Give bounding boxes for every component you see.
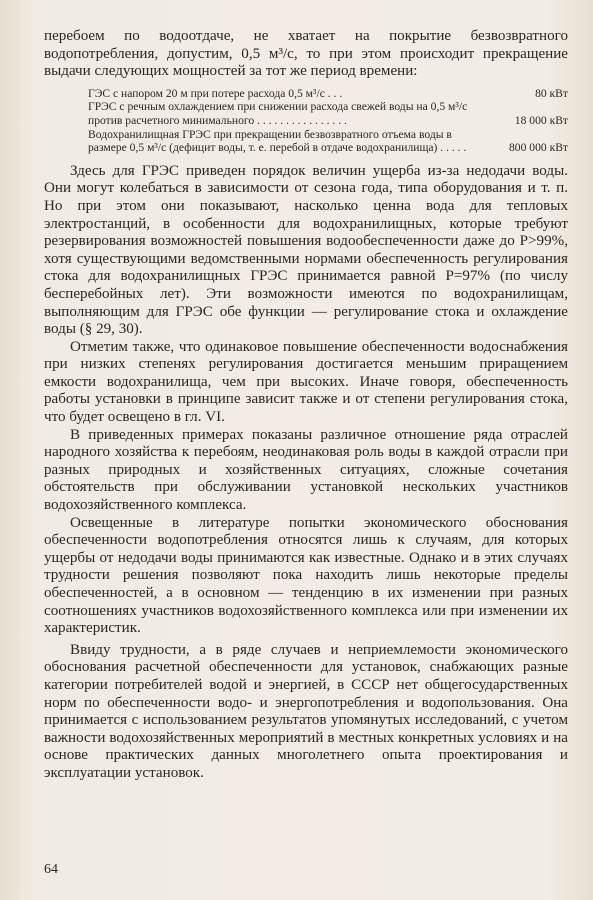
- row-value: 80 кВт: [535, 86, 568, 100]
- page-text: [44, 28, 568, 783]
- intro-paragraph: перебоем по водоотдаче, не хватает на покрытие безвозвратного водопотребления, допустим, 0,5 м³/с, то при этом происходит прекращение выдачи следующих мощностей за тот же период времени:: [44, 28, 568, 80]
- row-description: ГРЭС с речным охлаждением при снижении расхода свежей воды на 0,5 м³/с против расчетного минимального . . . . . . . . . . . . . . . .: [88, 100, 468, 127]
- page-number: 64: [44, 862, 58, 877]
- row-description: Водохранилищная ГРЭС при прекращении безвозвратного отъема воды в размере 0,5 м³/с (дефицит воды, т. е. перебой в отдаче водохранилища) . . . . .: [88, 127, 467, 155]
- paragraph: Освещенные в литературе попытки экономического обоснования обеспеченности водопотребления относятся лишь к случаям, для которых ущербы от недодачи воды принимаются как известные. Однако и в этих случаях трудности решения позволяют пока находить лишь некоторые пределы обеспеченностей, а в основном — тенденцию в их изменении при разных соотношениях участников водохозяйственного комплекса или при изменении их характеристик.: [44, 514, 568, 637]
- table-row: [88, 87, 568, 101]
- paragraph: Отметим также, что одинаковое повышение обеспеченности водоснабжения при низких степенях регулирования достигается меньшим приращением емкости водохранилища, чем при высоких. Иначе говоря, обеспеченность работы установки в принципе зависит также и от степени регулирования стока, что будет освещено в гл. VI.: [44, 338, 568, 426]
- paragraph: В приведенных примерах показаны различное отношение ряда отраслей народного хозяйства к перебоям, неодинаковая роль воды в каждой отрасли при разных природных и хозяйственных ситуациях, сложные сочетания обстоятельств при обслуживании установкой нескольких участников водохозяйственного комплекса.: [44, 426, 568, 514]
- table-row: [88, 128, 568, 155]
- paragraph: Ввиду трудности, а в ряде случаев и неприемлемости экономического обоснования расчетной обеспеченности для установок, снабжающих разные категории потребителей водой и энергией, в СССР нет общегосударственных норм по обеспеченности водо- и энергопотребления и водопользования. Она принимается с использованием результатов упомянутых исследований, с учетом важности водохозяйственных мероприятий в местных конкретных условиях и на основе практических данных многолетнего опыта проектирования и эксплуатации установок.: [44, 641, 568, 781]
- row-description: ГЭС с напором 20 м при потере расхода 0,5 м³/с . . .: [88, 86, 343, 100]
- row-value: 800 000 кВт: [508, 141, 568, 155]
- paragraph: Здесь для ГРЭС приведен порядок величин ущерба из-за недодачи воды. Они могут колебаться в зависимости от сезона года, типа оборудования и т. п. Но при этом они показывают, насколько ценна вода для тепловых электростанций, в особенности для водохранилищных, которые требуют резервирования возможностей повышения водообеспеченности даже до P>99%, хотя существующими ведомственными нормами обеспеченность регулирования стока для водохранилищных ГРЭС принимается равной P=97% (по числу бесперебойных лет). Эти возможности имеются по водохранилищам, выполняющим для ГРЭС обе функции — регулирование стока и охлаждение воды (§ 29, 30).: [44, 162, 568, 338]
- power-loss-table: [88, 87, 568, 155]
- row-value: 18 000 кВт: [514, 113, 568, 127]
- table-row: [88, 100, 568, 127]
